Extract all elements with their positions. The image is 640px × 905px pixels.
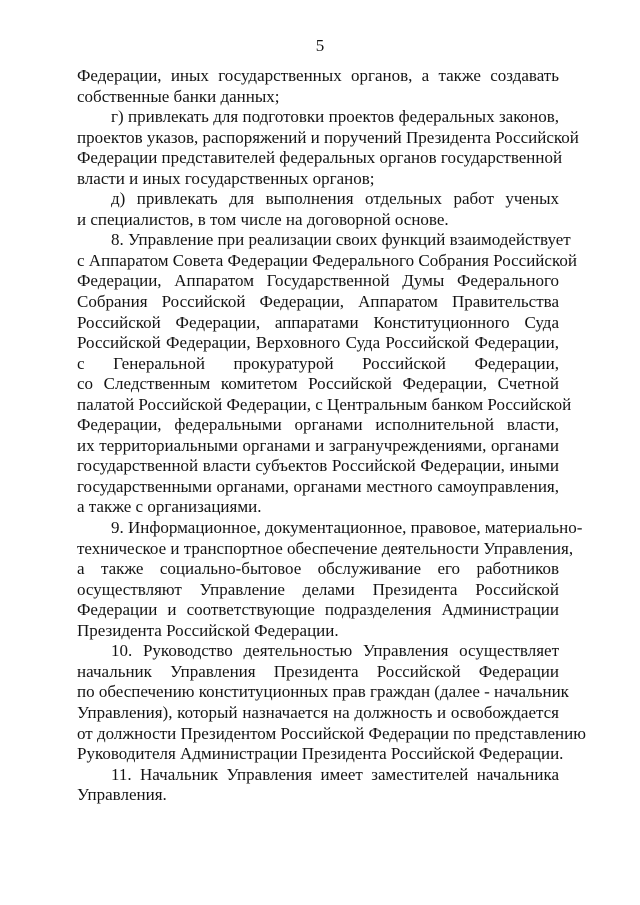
text-line: власти и иных государственных органов; bbox=[77, 168, 375, 188]
text-line: 9. Информационное, документационное, правовое, материально- bbox=[111, 518, 583, 538]
text-line: Федерации и соответствующие подразделения Администрации bbox=[77, 600, 559, 620]
text-line: собственные банки данных; bbox=[77, 86, 280, 106]
text-line: Российской Федерации, аппаратами Конституционного Суда bbox=[77, 312, 559, 332]
text-line: с Генеральной прокуратурой Российской Федерации, bbox=[77, 353, 559, 373]
text-line: г) привлекать для подготовки проектов федеральных законов, bbox=[111, 107, 559, 127]
text-line: проектов указов, распоряжений и поручений Президента Российской bbox=[77, 127, 579, 147]
text-line: и специалистов, в том числе на договорной основе. bbox=[77, 209, 449, 229]
text-line: от должности Президентом Российской Федерации по представлению bbox=[77, 723, 586, 743]
text-line: осуществляют Управление делами Президента Российской bbox=[77, 579, 559, 599]
text-line: Федерации, иных государственных органов, а также создавать bbox=[77, 66, 559, 85]
body-text bbox=[77, 66, 586, 806]
text-line: их территориальными органами и загранучреждениями, органами bbox=[77, 435, 559, 455]
text-line: Руководителя Администрации Президента Российской Федерации. bbox=[77, 744, 564, 764]
text-line: по обеспечению конституционных прав граждан (далее - начальник bbox=[77, 682, 569, 702]
text-line: с Аппаратом Совета Федерации Федерального Собрания Российской bbox=[77, 250, 577, 270]
text-line: а также с организациями. bbox=[77, 497, 262, 517]
text-line: 10. Руководство деятельностью Управления осуществляет bbox=[111, 641, 559, 661]
text-line: Федерации, федеральными органами исполнительной власти, bbox=[77, 415, 559, 435]
text-line: д) привлекать для выполнения отдельных работ ученых bbox=[111, 189, 559, 209]
text-line: Федерации, Аппаратом Государственной Думы Федерального bbox=[77, 271, 559, 291]
text-line: со Следственным комитетом Российской Федерации, Счетной bbox=[77, 374, 559, 394]
text-line: Управления. bbox=[77, 785, 167, 805]
text-line: а также социально-бытовое обслуживание его работников bbox=[77, 559, 559, 579]
text-line: государственными органами, органами местного самоуправления, bbox=[77, 476, 559, 496]
text-line: Управления), который назначается на должность и освобождается bbox=[77, 702, 559, 722]
text-line: 8. Управление при реализации своих функций взаимодействует bbox=[111, 230, 571, 250]
text-line: палатой Российской Федерации, с Центральным банком Российской bbox=[77, 394, 572, 414]
text-line: начальник Управления Президента Российской Федерации bbox=[77, 661, 559, 681]
text-line: Российской Федерации, Верховного Суда Российской Федерации, bbox=[77, 333, 559, 353]
text-line: техническое и транспортное обеспечение деятельности Управления, bbox=[77, 538, 574, 558]
text-line: 11. Начальник Управления имеет заместителей начальника bbox=[111, 764, 559, 784]
text-line: государственной власти субъектов Российской Федерации, иными bbox=[77, 456, 559, 476]
text-line: Федерации представителей федеральных органов государственной bbox=[77, 148, 563, 168]
page-number: 5 bbox=[315, 36, 325, 55]
text-line: Президента Российской Федерации. bbox=[77, 620, 339, 640]
text-line: Собрания Российской Федерации, Аппаратом Правительства bbox=[77, 292, 559, 312]
